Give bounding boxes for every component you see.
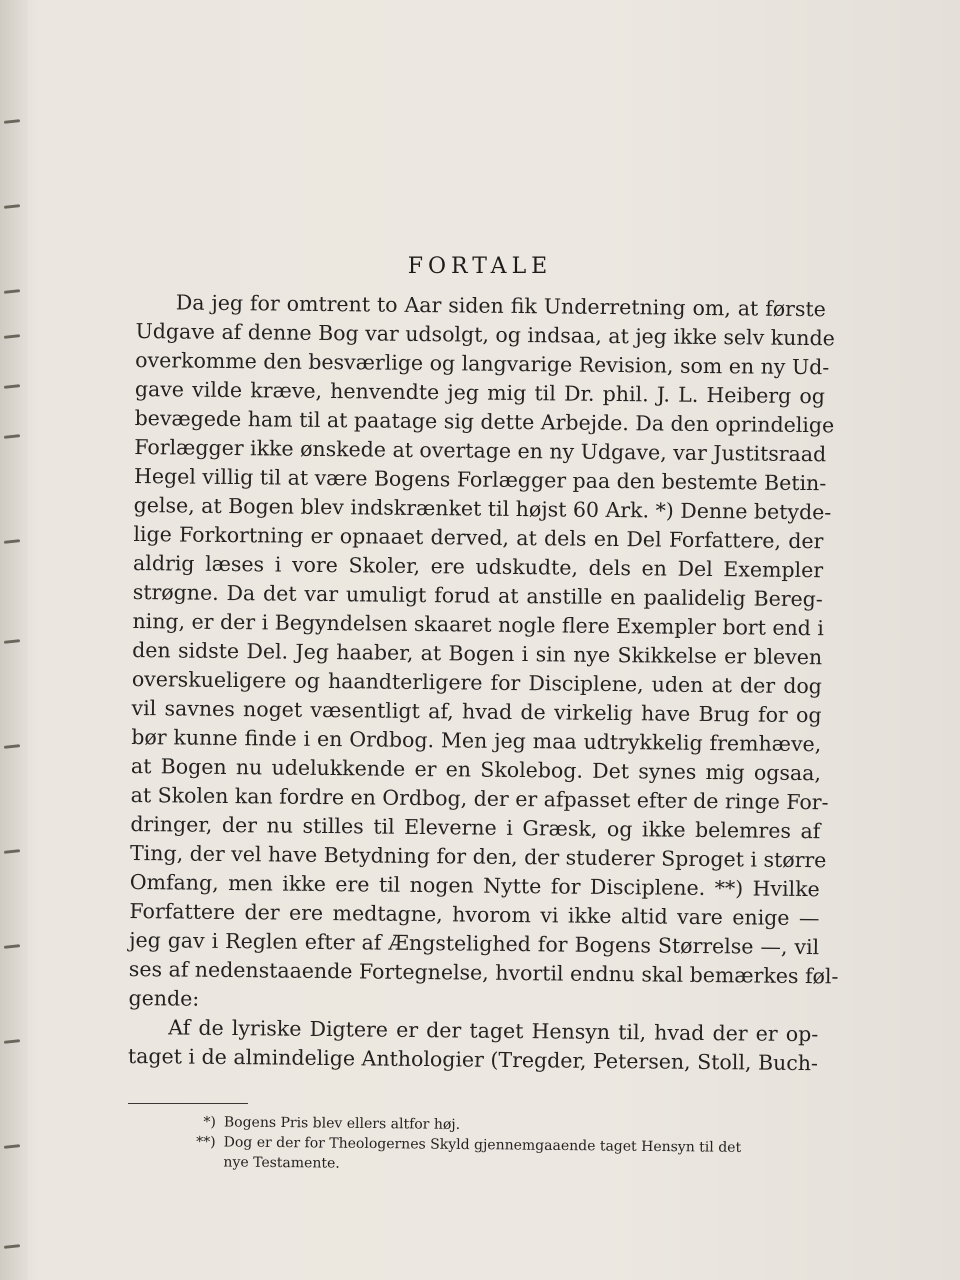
text-line: gave vilde kræve, henvendte jeg mig til Dr. phil. J. L. Heiberg og: [134, 376, 826, 409]
text-line: dringer, der nu stilles til Eleverne i Græsk, og ikke belemres af: [130, 811, 821, 844]
binding-stitch: [4, 1039, 20, 1044]
text-line: strøgne. Da det var umuligt forud at anstille en paalidelig Bereg-: [132, 579, 823, 612]
text-line: Af de lyriske Digtere er der taget Hensyn til, hvad der er op-: [168, 1015, 819, 1047]
text-line: aldrig læses i vore Skoler, ere udskudte, dels en Del Exempler: [132, 550, 824, 583]
footnote-rule: [128, 1103, 248, 1104]
text-line: gelse, at Bogen blev indskrænket til højst 60 Ark. *) Denne betyde-: [133, 492, 832, 525]
binding-stitch: [4, 434, 20, 439]
binding-stitch: [4, 384, 20, 389]
text-line: jeg gav i Reglen efter af Ængstelighed for Bogens Størrelse —, vil: [129, 927, 820, 960]
text-line: bør kunne finde i en Ordbog. Men jeg maa udtrykkelig fremhæve,: [131, 724, 822, 757]
text-line: Da jeg for omtrent to Aar siden fik Underretning om, at første: [175, 290, 826, 322]
binding-stitch: [4, 204, 20, 209]
footnote-text: Dog er der for Theologernes Skyld gjennemgaaende taget Hensyn til det: [223, 1134, 742, 1156]
binding-stitch: [4, 944, 20, 949]
text-line: Forlægger ikke ønskede at overtage en ny Udgave, var Justitsraad: [134, 434, 827, 467]
binding-stitch: [4, 539, 20, 544]
text-line: Ting, der vel have Betydning for den, der studerer Sproget i større: [129, 840, 827, 873]
binding-stitch: [4, 1244, 20, 1249]
footnote-continuation: nye Testamente.: [223, 1154, 340, 1172]
text-line: gende:: [128, 985, 200, 1011]
text-line: Hegel villig til at være Bogens Forlægger paa den bestemte Betin-: [133, 463, 827, 496]
footnote-mark: **): [196, 1134, 216, 1151]
binding-stitch: [4, 334, 20, 339]
text-line: at Bogen nu udelukkende er en Skolebog. Det synes mig ogsaa,: [130, 753, 822, 786]
page-heading: FORTALE: [407, 254, 553, 279]
binding-stitch: [4, 119, 20, 124]
binding-stitch: [4, 639, 20, 644]
binding-stitch: [4, 744, 20, 749]
text-line: Udgave af denne Bog var udsolgt, og indsaa, at jeg ikke selv kunde: [135, 318, 835, 351]
binding-stitch: [4, 849, 20, 854]
text-line: Forfattere der ere medtagne, hvorom vi ikke altid vare enige —: [129, 898, 820, 931]
text-line: taget i de almindelige Anthologier (Tregder, Petersen, Stoll, Buch-: [127, 1043, 819, 1076]
text-line: bevægede ham til at paatage sig dette Arbejde. Da den oprindelige: [134, 405, 835, 438]
binding-stitch: [4, 1144, 20, 1149]
text-line: lige Forkortning er opnaaet derved, at dels en Del Forfattere, der: [133, 521, 824, 554]
text-line: Omfang, men ikke ere til nogen Nytte for Disciplene. **) Hvilke: [129, 869, 820, 902]
preface-body: [127, 288, 839, 1078]
text-line: ning, er der i Begyndelsen skaaret nogle flere Exempler bort end i: [132, 608, 825, 641]
text-line: ses af nedenstaaende Fortegnelse, hvortil endnu skal bemærkes føl-: [128, 956, 839, 989]
text-line: at Skolen kan fordre en Ordbog, der er afpasset efter de ringe For-: [130, 782, 829, 815]
footnotes: [179, 1112, 820, 1179]
text-line: overkomme den besværlige og langvarige Revision, som en ny Ud-: [135, 347, 830, 380]
text-line: den sidste Del. Jeg haaber, at Bogen i sin nye Skikkelse er bleven: [132, 637, 823, 670]
page-binding: [0, 0, 28, 1280]
footnote-text: Bogens Pris blev ellers altfor høj.: [223, 1114, 461, 1133]
text-line: vil savnes noget væsentligt af, hvad de virkelig have Brug for og: [131, 695, 822, 728]
text-line: overskueligere og haandterligere for Disciplene, uden at der dog: [131, 666, 822, 699]
footnote-mark: *): [203, 1114, 216, 1131]
binding-stitch: [4, 289, 20, 294]
